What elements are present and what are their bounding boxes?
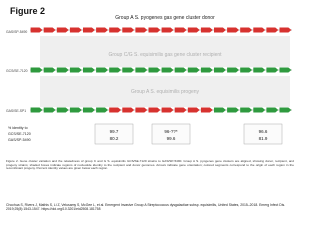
- gene-arrow: [214, 68, 226, 73]
- panel-2-strain: GCS/SE-7120: [6, 69, 28, 73]
- gene-arrow: [201, 68, 213, 73]
- panel-1-strain: GAS/SP-5490: [6, 30, 28, 34]
- gene-arrow: [149, 108, 161, 113]
- identity-box-3-v1: 96.6: [258, 129, 268, 134]
- gene-arrow: [31, 108, 43, 113]
- gene-arrow: [162, 28, 174, 33]
- gene-arrow: [57, 28, 69, 33]
- gene-arrow: [57, 68, 69, 73]
- gene-arrow: [70, 68, 82, 73]
- gene-arrow: [109, 28, 121, 33]
- gene-arrow: [109, 68, 121, 73]
- homology-region: [40, 76, 290, 107]
- gene-arrow: [240, 68, 252, 73]
- gene-arrow: [201, 28, 213, 33]
- gene-arrow: [109, 108, 121, 113]
- gene-arrow: [83, 68, 95, 73]
- gene-arrow: [44, 28, 56, 33]
- identity-box-1-v2: 80.2: [109, 136, 119, 141]
- panel-3-strain: GAS/SE-SP1: [6, 109, 27, 113]
- gene-arrow: [135, 28, 147, 33]
- gene-arrow: [227, 28, 239, 33]
- gene-arrow: [83, 28, 95, 33]
- identity-row2-label: GAS/SP-5490: [8, 138, 31, 142]
- gene-arrow: [227, 68, 239, 73]
- gene-arrow: [175, 28, 187, 33]
- gene-arrow: [122, 28, 134, 33]
- gene-arrow: [214, 108, 226, 113]
- identity-box-2-v2: 99.6: [166, 136, 176, 141]
- gene-arrow: [96, 28, 108, 33]
- identity-box-2: [152, 124, 190, 144]
- gene-arrow: [266, 28, 278, 33]
- gene-arrow: [253, 28, 265, 33]
- gene-arrow: [96, 108, 108, 113]
- gene-track-2: [30, 68, 292, 73]
- gene-arrow: [240, 28, 252, 33]
- gene-arrow: [162, 68, 174, 73]
- figure-caption: Figure 2. Gene cluster variation and the relatedness of group C and G S. equisimilis GCS/SE-7120 strains to GAS/SP-5490. Group A S. pyogenes gene clusters are aligned, showing donor, recipient, and progeny strains; shaded boxes indicate regions of nucleotide identity to the recipient and donor genomes. Arrows indicate gene orientation; colored segments correspond to the origin of each region in the recombinant progeny. Percent identity values are given below each region.: [6, 159, 294, 171]
- identity-box-3: [244, 124, 282, 144]
- gene-track-1: [30, 28, 292, 33]
- gene-arrow: [201, 108, 213, 113]
- gene-arrow: [188, 68, 200, 73]
- gene-arrow: [253, 108, 265, 113]
- figure-title: Figure 2: [10, 6, 46, 16]
- gene-arrow: [280, 108, 292, 113]
- gene-arrow: [122, 68, 134, 73]
- gene-arrow: [266, 68, 278, 73]
- gene-arrow: [31, 28, 43, 33]
- gene-arrow: [83, 108, 95, 113]
- gene-arrow: [280, 28, 292, 33]
- gene-arrow: [57, 108, 69, 113]
- gene-arrow: [240, 108, 252, 113]
- panel-1-label: Group A S. pyogenes gas gene cluster donor: [115, 15, 215, 21]
- gene-arrow: [122, 108, 134, 113]
- gene-arrow: [44, 68, 56, 73]
- gene-arrow: [162, 108, 174, 113]
- gene-arrow: [227, 108, 239, 113]
- identity-title: % identity to: [8, 126, 28, 130]
- identity-box-1-v1: 99.7: [109, 129, 119, 134]
- gene-arrow: [96, 68, 108, 73]
- gene-arrow: [266, 108, 278, 113]
- gene-arrow: [70, 28, 82, 33]
- identity-box-2-v1: 96-??*: [164, 129, 178, 134]
- gene-arrow: [149, 68, 161, 73]
- identity-box-3-v2: 81.9: [258, 136, 268, 141]
- gene-track-3: [30, 108, 292, 113]
- gene-arrow: [175, 108, 187, 113]
- figure-citation: Chochua S, Rivers J, Mathis S, Li Z, Velusamy S, McGee L, et al. Emergent Invasive Group A Streptococcus dysgalactiae subsp. equisimilis, United States, 2015–2018. Emerg Infect Dis. 2019;25(8):1543-1547. https://doi.org/10.3201/eid2508.181758: [6, 203, 286, 212]
- gene-arrow: [70, 108, 82, 113]
- gene-arrow: [149, 28, 161, 33]
- gene-arrow: [31, 68, 43, 73]
- gene-arrow: [135, 108, 147, 113]
- gene-arrow: [175, 68, 187, 73]
- gene-arrow: [188, 28, 200, 33]
- identity-box-1: [95, 124, 133, 144]
- gene-arrow: [135, 68, 147, 73]
- gene-arrow: [188, 108, 200, 113]
- identity-row1-label: GCS/SE-7120: [8, 132, 31, 136]
- gene-arrow: [214, 28, 226, 33]
- homology-region: [40, 36, 290, 67]
- gene-arrow: [253, 68, 265, 73]
- gene-arrow: [44, 108, 56, 113]
- gene-arrow: [280, 68, 292, 73]
